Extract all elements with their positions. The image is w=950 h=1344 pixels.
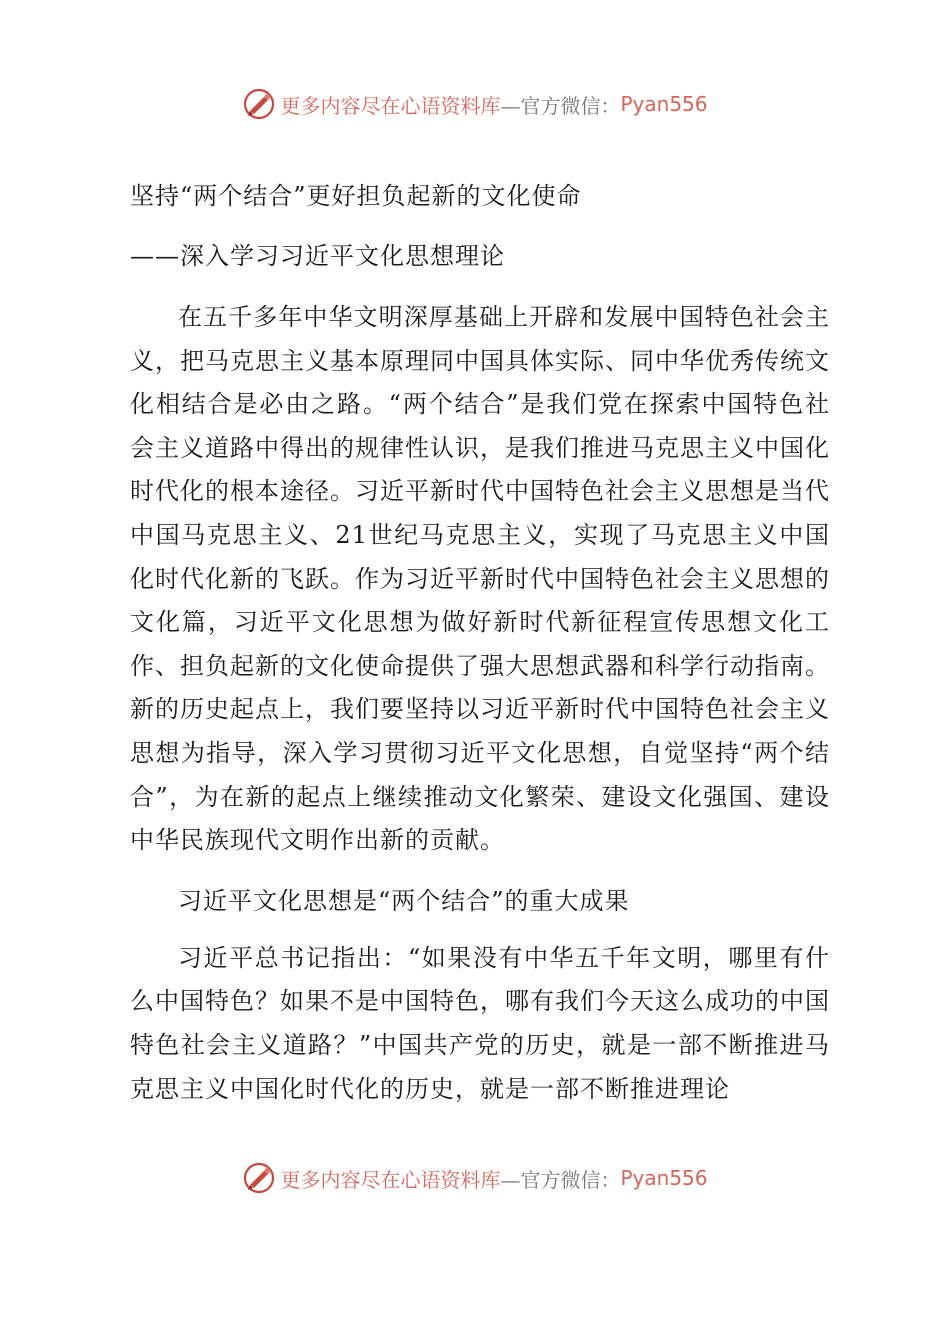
watermark-wechat-id: Pyan556 — [620, 92, 708, 116]
pen-logo-icon — [242, 87, 276, 121]
watermark-text: 更多内容尽在心语资料库 — [280, 93, 501, 118]
watermark-separator: —官方微信： — [500, 93, 621, 118]
paragraph-1: 在五千多年中华文明深厚基础上开辟和发展中国特色社会主义，把马克思主义基本原理同中国具体实际、同中华优秀传统文化相结合是必由之路。“两个结合”是我们党在探索中国特色社会主义道路中得出的规律性认识，是我们推进马克思主义中国化时代化的根本途径。习近平新时代中国特色社会主义思想是当代中国马克思主义、21世纪马克思主义，实现了马克思主义中国化时代化新的飞跃。作为习近平新时代中国特色社会主义思想的文化篇，习近平文化思想为做好新时代新征程宣传思想文化工作、担负起新的文化使命提供了强大思想武器和科学行动指南。新的历史起点上，我们要坚持以习近平新时代中国特色社会主义思想为指导，深入学习贯彻习近平文化思想，自觉坚持“两个结合”，为在新的起点上继续推动文化繁荣、建设文化强国、建设中华民族现代文明作出新的贡献。 — [130, 303, 830, 855]
watermark-text: 更多内容尽在心语资料库 — [280, 1167, 501, 1192]
pen-logo-icon — [242, 1161, 276, 1195]
section-heading: 习近平文化思想是“两个结合”的重大成果 — [178, 886, 630, 915]
watermark-banner-bottom — [0, 1158, 950, 1198]
document-body — [130, 176, 830, 1111]
document-subtitle: ——深入学习习近平文化思想理论 — [130, 242, 505, 270]
watermark-wechat-id: Pyan556 — [620, 1166, 708, 1190]
paragraph-2: 习近平总书记指出：“如果没有中华五千年文明，哪里有什么中国特色？如果不是中国特色，哪有我们今天这么成功的中国特色社会主义道路？”中国共产党的历史，就是一部不断推进马克思主义中国化时代化的历史，就是一部不断推进理论 — [130, 943, 830, 1103]
watermark-banner-top — [0, 84, 950, 124]
watermark-separator: —官方微信： — [500, 1167, 621, 1192]
document-title: 坚持“两个结合”更好担负起新的文化使命 — [130, 182, 582, 210]
